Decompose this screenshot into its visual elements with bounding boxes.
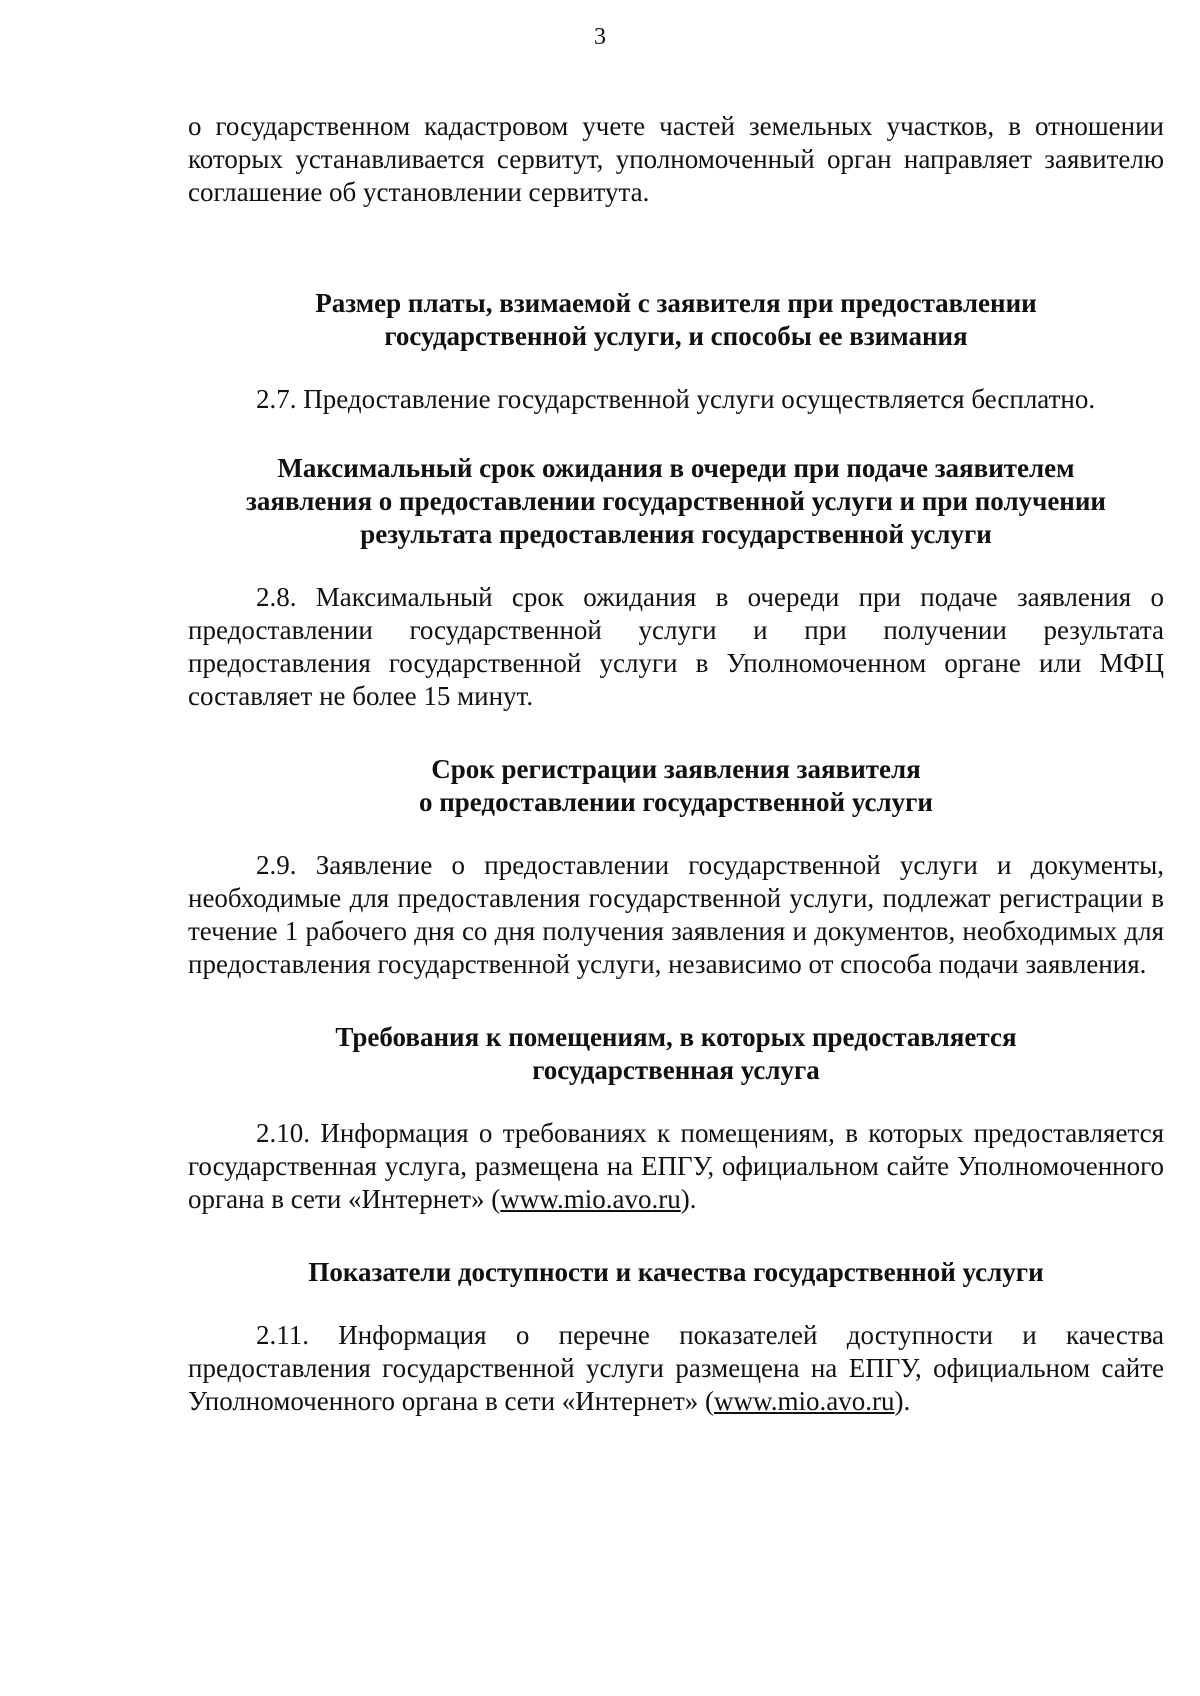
- section-heading-fee: [188, 287, 1164, 353]
- paragraph-text: 2.11. Информация о перечне показателей доступности и качества предоставления государственной услуги размещена на ЕПГУ, официальном сайте Уполномоченного органа в сети «Интернет» (: [188, 1320, 1164, 1416]
- paragraph-2-10: [188, 1117, 1164, 1216]
- heading-line: заявления о предоставлении государственной услуги и при получении: [246, 486, 1106, 516]
- heading-line: Размер платы, взимаемой с заявителя при предоставлении: [315, 288, 1037, 318]
- section-heading-registration-term: [188, 753, 1164, 819]
- paragraph-2-11: [188, 1319, 1164, 1418]
- website-link[interactable]: www.mio.avo.ru: [500, 1184, 681, 1214]
- section-heading-premises: [188, 1021, 1164, 1087]
- website-link[interactable]: www.mio.avo.ru: [714, 1386, 895, 1416]
- paragraph-2-7: 2.7. Предоставление государственной услуги осуществляется бесплатно.: [256, 384, 1096, 414]
- paragraph-text: 2.10. Информация о требованиях к помещениям, в которых предоставляется государственная услуга, размещена на ЕПГУ, официальном сайте Уполномоченного органа в сети «Интернет» (: [188, 1118, 1164, 1214]
- heading-line: государственной услуги, и способы ее взимания: [384, 321, 968, 351]
- page-number: 3: [594, 24, 606, 50]
- heading-line: о предоставлении государственной услуги: [418, 787, 933, 817]
- heading-line: Требования к помещениям, в которых предоставляется: [335, 1022, 1017, 1052]
- paragraph-text: ).: [894, 1386, 911, 1416]
- paragraph-2-8: 2.8. Максимальный срок ожидания в очереди при подаче заявления о предоставлении государственной услуги и при получении результата предоставления государственной услуги в Уполномоченном органе или МФЦ составляет не более 15 минут.: [188, 582, 1164, 711]
- document-body: [188, 110, 1164, 1418]
- heading-line: результата предоставления государственной услуги: [360, 519, 992, 549]
- intro-paragraph: о государственном кадастровом учете частей земельных участков, в отношении которых устанавливается сервитут, уполномоченный орган направляет заявителю соглашение об установлении сервитута.: [188, 111, 1164, 207]
- heading-line: Срок регистрации заявления заявителя: [431, 754, 921, 784]
- section-heading-waiting-time: [188, 452, 1164, 551]
- heading-line: Показатели доступности и качества государственной услуги: [308, 1257, 1044, 1287]
- paragraph-text: ).: [680, 1184, 697, 1214]
- heading-line: Максимальный срок ожидания в очереди при подаче заявителем: [277, 453, 1075, 483]
- section-heading-accessibility: [188, 1256, 1164, 1289]
- heading-line: государственная услуга: [532, 1055, 820, 1085]
- paragraph-2-9: 2.9. Заявление о предоставлении государственной услуги и документы, необходимые для предоставления государственной услуги, подлежат регистрации в течение 1 рабочего дня со дня получения заявления и документов, необходимых для предоставления государственной услуги, независимо от способа подачи заявления.: [188, 850, 1164, 979]
